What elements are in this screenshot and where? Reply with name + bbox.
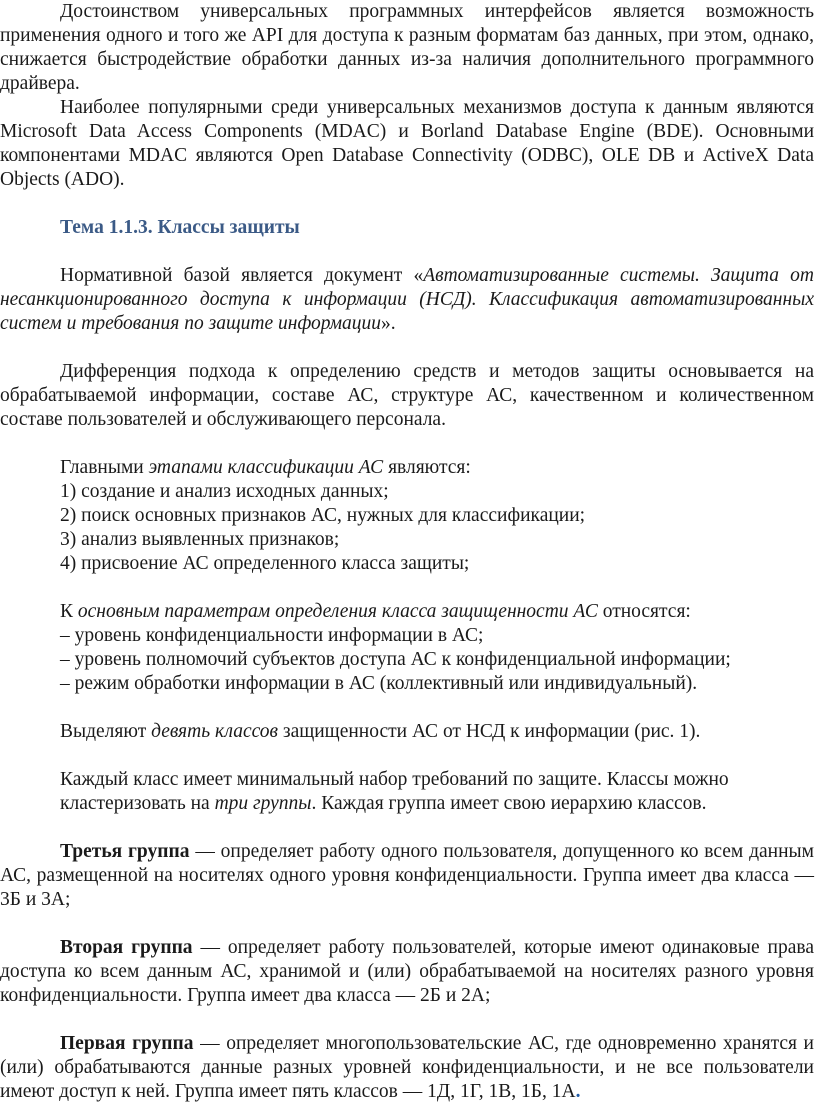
stages-intro (0, 456, 816, 480)
list-item: 1) создание и анализ исходных данных; (60, 481, 389, 502)
list-item: – уровень полномочий субъектов доступа АС к конфиденциальной информации; (60, 649, 731, 670)
params-italic: основным параметрам определения класса защищенности АС (77, 601, 598, 622)
three-groups-italic: три группы (214, 793, 312, 814)
paragraph-api-advantage: Достоинством универсальных программных интерфейсов является возможность применения одного и того же API для доступа к разным форматам баз данных, при этом, однако, снижается быстродействие обработки данных из-за наличия дополнительного программного драйвера. (0, 1, 814, 94)
stages-block (0, 456, 816, 576)
text-span: Главными (60, 457, 149, 478)
text-span: . Каждая группа имеет свою иерархию классов. (311, 793, 707, 814)
text-span: — определяет многопользовательские АС, где одновременно хранятся и (или) обрабатываются данные разных уровней конфиденциальности, и не все пользователи имеют доступ к ней. Группа имеет пять классов — 1Д, 1Г, 1В, 1Б, 1А (0, 1033, 814, 1102)
list-item: 4) присвоение АС определенного класса защиты; (60, 553, 470, 574)
text-span: кластеризовать на (60, 793, 215, 814)
text-span: — определяет работу одного пользователя, допущенного ко всем данным АС, размещенной на носителях одного уровня конфиденциальности. Группа имеет два класса — 3Б и 3А; (0, 841, 814, 910)
list-item: 2) поиск основных признаков АС, нужных для классификации; (60, 505, 586, 526)
nine-classes-italic: девять классов (151, 721, 278, 742)
paragraph-group-2 (0, 936, 816, 1008)
groups-intro-block (0, 768, 816, 816)
paragraph-group-3 (0, 840, 816, 912)
text-span: К (60, 601, 78, 622)
text-span: относятся: (597, 601, 691, 622)
group-3-label: Третья группа (60, 841, 190, 862)
params-block (0, 600, 816, 696)
paragraph-group-1 (0, 1032, 816, 1104)
paragraph-normative-base (0, 264, 816, 336)
groups-intro-line1: Каждый класс имеет минимальный набор требований по защите. Классы можно (60, 769, 729, 790)
document-title-italic: Автоматизированные системы. Защита от несанкционированного доступа к информации (НСД). Классификация автоматизированных систем и требования по защите информации (0, 265, 814, 334)
section-heading: Тема 1.1.3. Классы защиты (60, 217, 300, 238)
paragraph-access-mechanisms: Наиболее популярными среди универсальных механизмов доступа к данным являются Microsoft Data Access Components (MDAC) и Borland Database Engine (BDE). Основными компонентами MDAC являются Open Database Connectivity (ODBC), OLE DB и ActiveX Data Objects (ADO). (0, 97, 814, 190)
list-item: 3) анализ выявленных признаков; (60, 529, 340, 550)
paragraph-differentiation: Дифференция подхода к определению средств и методов защиты основывается на обрабатываемой информации, составе АС, структуре АС, качественном и количественном составе пользователей и обслуживающего персонала. (0, 361, 814, 430)
groups-intro-line2 (0, 792, 816, 816)
group-1-label: Первая группа (60, 1033, 194, 1054)
text-span: ». (381, 313, 396, 334)
group-2-label: Вторая группа (60, 937, 193, 958)
end-period: . (575, 1081, 581, 1102)
text-span: защищенности АС от НСД к информации (рис. 1). (278, 721, 701, 742)
text-span: являются: (383, 457, 471, 478)
list-item: – режим обработки информации в АС (коллективный или индивидуальный). (60, 673, 698, 694)
params-intro (0, 600, 816, 624)
stages-italic: этапами классификации АС (148, 457, 384, 478)
text-span: Нормативной базой является документ « (60, 265, 424, 286)
paragraph-nine-classes (0, 720, 816, 744)
text-span: — определяет работу пользователей, которые имеют одинаковые права доступа ко всем данным АС, хранимой и (или) обрабатываемой на носителях разного уровня конфиденциальности. Группа имеет два класса — 2Б и 2А; (0, 937, 814, 1006)
list-item: – уровень конфиденциальности информации в АС; (60, 625, 484, 646)
text-span: Выделяют (60, 721, 152, 742)
